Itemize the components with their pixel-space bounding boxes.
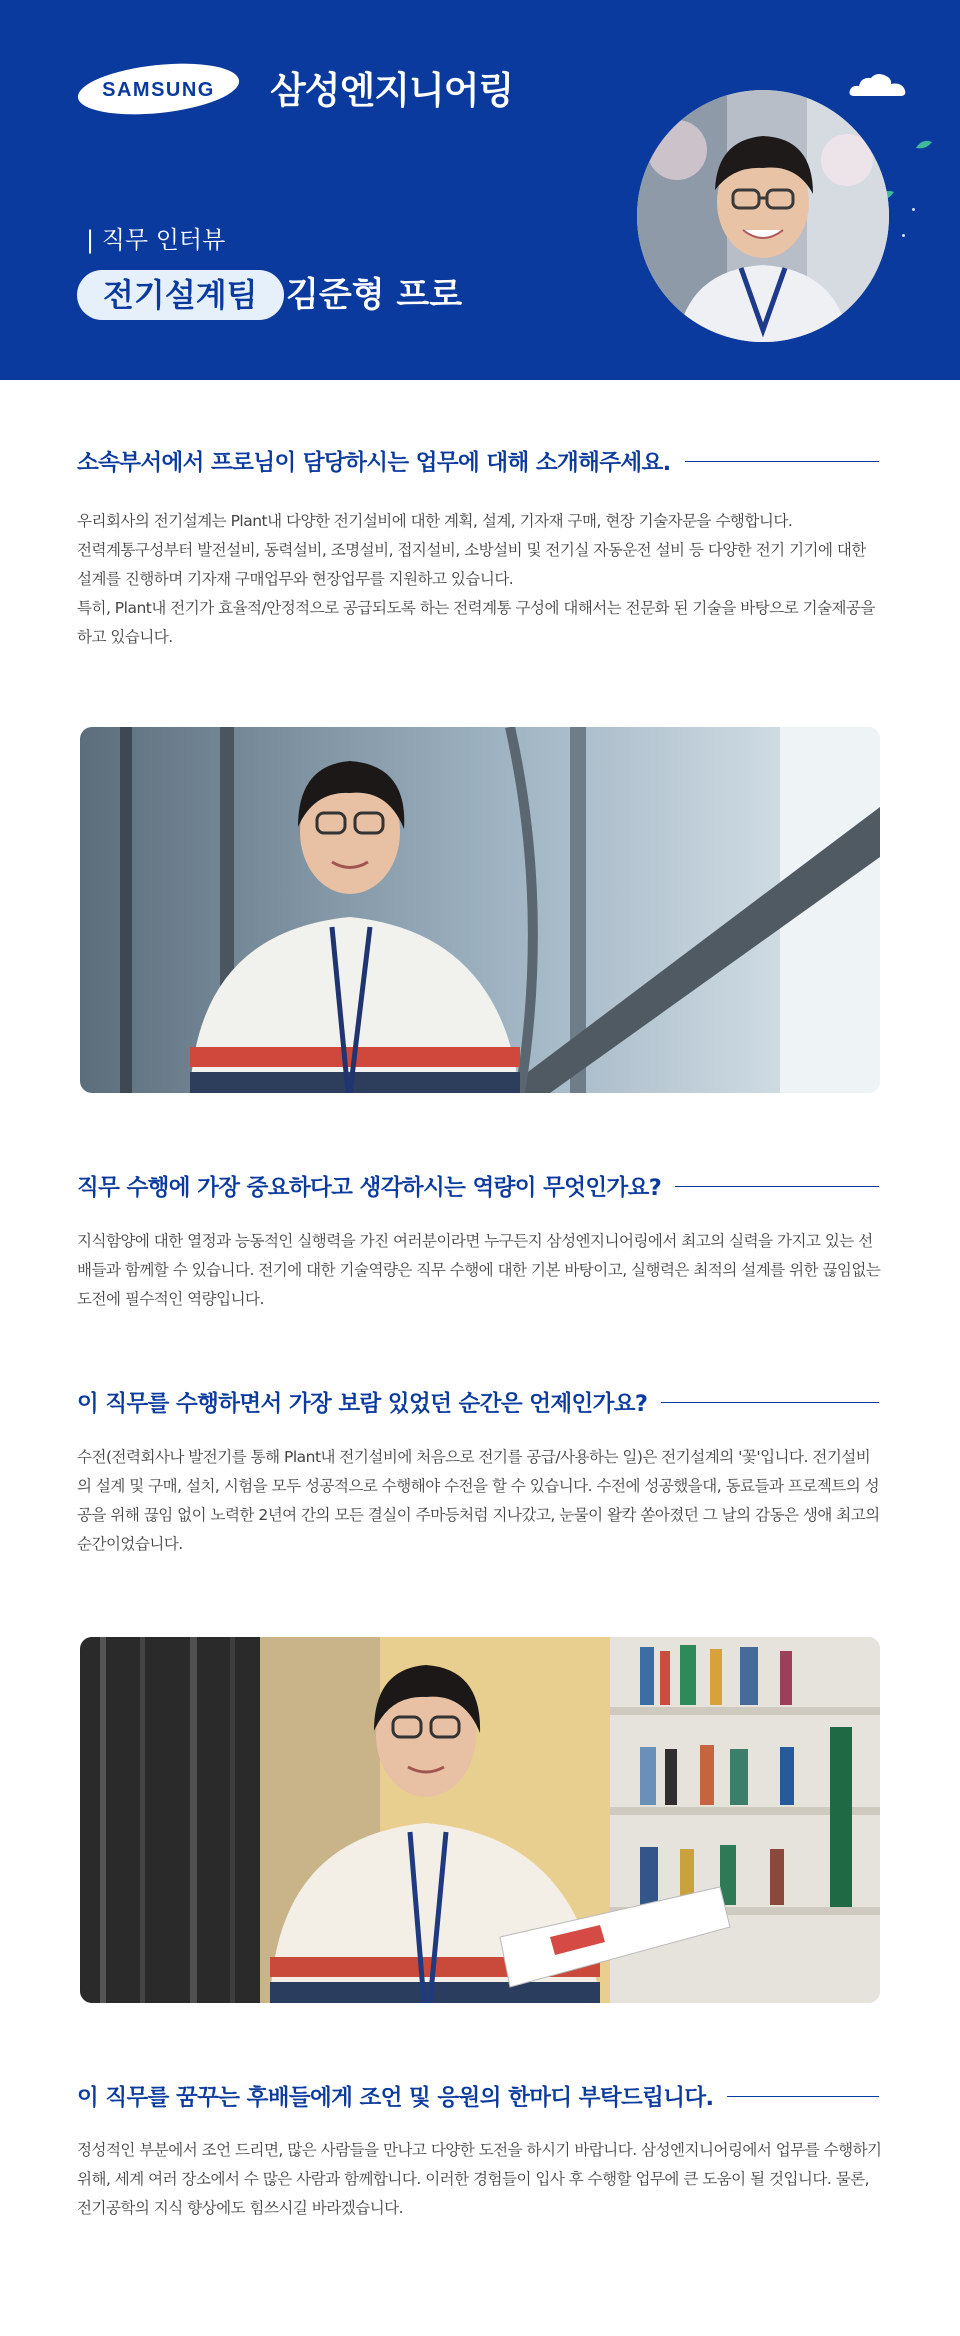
divider-line <box>685 461 879 462</box>
question-text: 이 직무를 꿈꾸는 후배들에게 조언 및 응원의 한마디 부탁드립니다. <box>77 2085 714 2111</box>
question-heading <box>77 1170 879 1202</box>
question-heading <box>77 445 879 477</box>
leaf-icon <box>916 140 932 150</box>
divider-line <box>727 2096 879 2097</box>
profile-photo <box>637 90 889 342</box>
section-tag: | 직무 인터뷰 <box>86 226 226 254</box>
answer-block <box>77 507 882 652</box>
question-heading <box>77 2080 879 2112</box>
header-banner <box>0 0 960 380</box>
answer-block <box>77 1227 882 1314</box>
svg-text:SAMSUNG: SAMSUNG <box>102 79 215 101</box>
sparkle-dot <box>912 208 915 211</box>
divider-line <box>675 1186 879 1187</box>
question-text: 직무 수행에 가장 중요하다고 생각하시는 역량이 무엇인가요? <box>77 1175 662 1201</box>
team-badge: 전기설계팀 <box>77 270 284 320</box>
samsung-logo <box>76 62 241 116</box>
interview-photo <box>80 1637 880 2003</box>
question-text: 이 직무를 수행하면서 가장 보람 있었던 순간은 언제인가요? <box>77 1391 648 1417</box>
sparkle-dot <box>902 234 905 237</box>
question-text: 소속부서에서 프로님이 담당하시는 업무에 대해 소개해주세요. <box>77 450 671 476</box>
interviewee-name: 김준형 프로 <box>286 275 463 315</box>
company-name: 삼성엔지니어링 <box>270 69 514 112</box>
cloud-icon <box>848 72 910 98</box>
question-heading <box>77 1386 879 1418</box>
answer-paragraph: 우리회사의 전기설계는 Plant내 다양한 전기설비에 대한 계획, 설계, 기자재 구매, 현장 기술자문을 수행합니다. <box>77 512 793 530</box>
answer-block <box>77 2136 882 2223</box>
divider-line <box>661 1402 879 1403</box>
answer-block <box>77 1443 882 1559</box>
answer-paragraph: 지식함양에 대한 열정과 능동적인 실행력을 가진 여러분이라면 누구든지 삼성엔지니어링에서 최고의 실력을 가지고 있는 선배들과 함께할 수 있습니다. 전기에 대한 기술역량은 직무 수행에 대한 기본 바탕이고, 실행력은 최적의 설계를 위한 끊임없는 도전에 필수적인 역량입니다. <box>77 1232 881 1308</box>
answer-paragraph: 특히, Plant내 전기가 효율적/안정적으로 공급되도록 하는 전력계통 구성에 대해서는 전문화 된 기술을 바탕으로 기술제공을 하고 있습니다. <box>77 599 875 646</box>
answer-paragraph: 정성적인 부분에서 조언 드리면, 많은 사람들을 만나고 다양한 도전을 하시기 바랍니다. 삼성엔지니어링에서 업무를 수행하기 위해, 세계 여러 장소에서 수 많은 사람과 함께합니다. 이러한 경험들이 입사 후 수행할 업무에 큰 도움이 될 것입니다. 물론, 전기공학의 지식 향상에도 힘쓰시길 바라겠습니다. <box>77 2141 882 2217</box>
interview-photo <box>80 727 880 1093</box>
answer-paragraph: 전력계통구성부터 발전설비, 동력설비, 조명설비, 접지설비, 소방설비 및 전기실 자동운전 설비 등 다양한 전기 기기에 대한 설계를 진행하며 기자재 구매업무와 현장업무를 지원하고 있습니다. <box>77 541 866 588</box>
answer-paragraph: 수전(전력회사나 발전기를 통해 Plant내 전기설비에 처음으로 전기를 공급/사용하는 일)은 전기설계의 '꽃'입니다. 전기설비의 설계 및 구매, 설치, 시험을 모두 성공적으로 수행해야 수전을 할 수 있습니다. 수전에 성공했을대, 동료들과 프로젝트의 성공을 위해 끊임 없이 노력한 2년여 간의 모든 결실이 주마등처럼 지나갔고, 눈물이 왈칵 쏟아졌던 그 날의 감동은 생애 최고의 순간이었습니다. <box>77 1448 880 1553</box>
